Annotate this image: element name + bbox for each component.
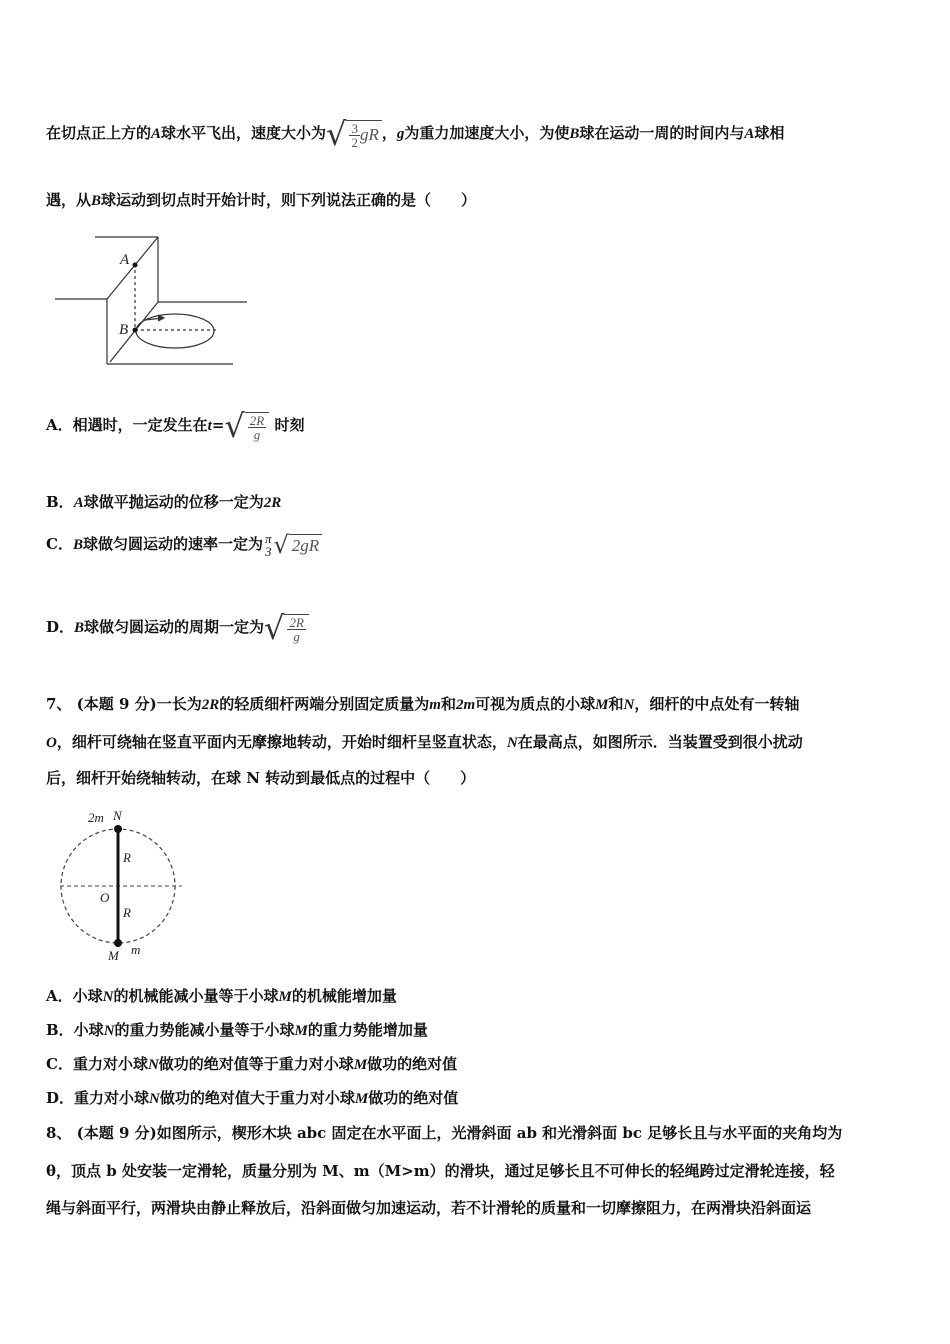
option-text: 时刻 bbox=[274, 416, 305, 434]
option-text: B．小球 bbox=[46, 1021, 104, 1039]
g-symbol: g bbox=[396, 126, 405, 142]
q7-text: 和 bbox=[608, 695, 624, 713]
ball-label: B bbox=[74, 620, 85, 636]
q8-text: 8、 (本题 9 分)如图所示，楔形木块 abc 固定在水平面上，光滑斜面 ab 和光滑斜面 bc 足够长且与水平面的夹角均为 bbox=[46, 1124, 843, 1142]
q7-option-b bbox=[46, 1019, 428, 1040]
ball-n: N bbox=[102, 989, 114, 1005]
q7-line-3 bbox=[46, 767, 475, 788]
speed-formula: √ $\frac{3}{2}$ gR bbox=[326, 118, 382, 150]
q7-option-d bbox=[46, 1087, 458, 1108]
intro-text: 在切点正上方的 bbox=[46, 124, 152, 142]
option-a-formula: √ $\frac{2R}{g}$ bbox=[224, 410, 269, 442]
q7-option-c bbox=[46, 1053, 457, 1074]
option-text: 球做平抛运动的位移一定为 bbox=[83, 493, 264, 511]
intro-text: 球相 bbox=[754, 124, 785, 142]
diagonal-top bbox=[107, 237, 158, 299]
ball-m: M bbox=[294, 1023, 308, 1039]
intro-text: 球在运动一周的时间内与 bbox=[579, 124, 745, 142]
option-c-root: √ 2gR bbox=[274, 533, 323, 557]
q8-line-3 bbox=[46, 1197, 811, 1218]
axis-o: O bbox=[46, 735, 57, 751]
q7-text: ，细杆可绕轴在竖直平面内无摩擦地转动，开始时细杆呈竖直状态， bbox=[56, 733, 507, 751]
option-text: D．重力对小球 bbox=[46, 1089, 150, 1107]
option-text: 的重力势能减小量等于小球 bbox=[114, 1021, 295, 1039]
q7-text: 的轻质细杆两端分别固定质量为 bbox=[219, 695, 430, 713]
equals: = bbox=[211, 416, 225, 434]
q8-text: 绳与斜面平行，两滑块由静止释放后，沿斜面做匀加速运动，若不计滑轮的质量和一切摩擦阻力，在两滑块沿斜面运 bbox=[46, 1199, 812, 1217]
speed-gr: gR bbox=[359, 125, 379, 144]
q8-line-1 bbox=[46, 1122, 842, 1143]
q7-text: 7、 (本题 9 分)一长为 bbox=[46, 695, 202, 713]
label-b: B bbox=[119, 322, 129, 338]
q6-option-a bbox=[46, 407, 305, 445]
option-d-denominator: g bbox=[293, 628, 300, 644]
label-m-upper: M bbox=[108, 948, 119, 963]
option-text: 做功的绝对值 bbox=[367, 1055, 458, 1073]
q7-option-a bbox=[46, 985, 397, 1006]
label-r-lower: R bbox=[123, 905, 131, 920]
mass-2m: 2m bbox=[455, 697, 476, 713]
q7-text: 和 bbox=[440, 695, 456, 713]
option-text: 的机械能减小量等于小球 bbox=[113, 987, 279, 1005]
option-label: D． bbox=[46, 618, 75, 636]
arrow-head-icon bbox=[158, 315, 164, 321]
intro-line-1: 在切点正上方的A球水平飞出，速度大小为 √ $\frac{3}{2}$ gR ，g为重力加速度大小，为使B球在运动一周的时间内与A球相 bbox=[46, 115, 785, 153]
option-text: 的重力势能增加量 bbox=[307, 1021, 428, 1039]
label-o: O bbox=[100, 890, 110, 905]
ball-a-label: A bbox=[744, 126, 755, 142]
q7-line-2 bbox=[46, 731, 803, 752]
speed-denominator: 2 bbox=[351, 134, 358, 150]
intro-line-2 bbox=[46, 189, 476, 210]
rod-length: 2R bbox=[201, 697, 220, 713]
mass-m: m bbox=[429, 697, 441, 713]
ball-n: N bbox=[506, 735, 518, 751]
q7-text: 可视为质点的小球 bbox=[475, 695, 596, 713]
q6-option-b bbox=[46, 491, 281, 512]
option-label: B． bbox=[46, 493, 74, 511]
ball-m: M bbox=[595, 697, 609, 713]
ball-n-dot bbox=[114, 825, 122, 833]
option-a-denominator: g bbox=[253, 426, 261, 442]
q6-option-c bbox=[46, 532, 322, 558]
ball-a bbox=[133, 263, 138, 268]
figure-rod-circle bbox=[56, 806, 186, 966]
ball-n: N bbox=[147, 1057, 159, 1073]
ball-b-label: B bbox=[569, 126, 580, 142]
intro-text: 为重力加速度大小，为使 bbox=[404, 124, 570, 142]
q6-option-d bbox=[46, 609, 309, 647]
option-label: C． bbox=[46, 535, 73, 553]
label-n: N bbox=[113, 808, 122, 823]
t-symbol: t bbox=[207, 418, 212, 434]
option-d-formula: √ $\frac{2R}{g}$ bbox=[264, 612, 309, 644]
label-a: A bbox=[120, 252, 130, 268]
label-2m: 2m bbox=[88, 810, 104, 825]
ball-b bbox=[133, 328, 138, 333]
option-a-numerator: 2R bbox=[249, 412, 265, 428]
label-r-upper: R bbox=[123, 850, 131, 865]
q7-text: ，细杆的中点处有一转轴 bbox=[634, 695, 800, 713]
q7-text: 在最高点，如图所示．当装置受到很小扰动 bbox=[517, 733, 803, 751]
option-text: C．重力对小球 bbox=[46, 1055, 148, 1073]
option-text: A．相遇时，一定发生在 bbox=[46, 416, 208, 434]
ball-n: N bbox=[623, 697, 635, 713]
option-text: 做功的绝对值大于重力对小球 bbox=[159, 1089, 355, 1107]
q8-line-2 bbox=[46, 1160, 835, 1181]
option-c-denominator: 3 bbox=[264, 544, 272, 559]
option-text: 球做匀圆运动的速率一定为 bbox=[82, 535, 263, 553]
ball-label: B bbox=[72, 537, 83, 553]
ball-m-dot bbox=[114, 939, 122, 947]
label-m-lower: m bbox=[131, 942, 141, 957]
intro-text: 球运动到切点时开始计时，则下列说法正确的是（ ） bbox=[101, 191, 477, 209]
option-text: A．小球 bbox=[46, 987, 103, 1005]
q8-text: θ，顶点 b 处安装一定滑轮，质量分别为 M、m（M>m）的滑块，通过足够长且不可伸长的轻绳跨过定滑轮连接，轻 bbox=[46, 1162, 835, 1180]
displacement-value: 2R bbox=[263, 495, 282, 511]
ball-label: A bbox=[73, 495, 84, 511]
q7-text: 后，细杆开始绕轴转动，在球 N 转动到最低点的过程中（ ） bbox=[46, 769, 476, 787]
option-text: 做功的绝对值等于重力对小球 bbox=[158, 1055, 354, 1073]
option-text: 的机械能增加量 bbox=[291, 987, 397, 1005]
intro-text: 球水平飞出，速度大小为 bbox=[161, 124, 327, 142]
ball-b-label: B bbox=[91, 193, 102, 209]
option-text: 做功的绝对值 bbox=[368, 1089, 459, 1107]
figure-projectile-circle bbox=[55, 234, 250, 370]
ball-m: M bbox=[278, 989, 292, 1005]
ball-m: M bbox=[354, 1091, 369, 1107]
option-d-numerator: 2R bbox=[289, 614, 304, 630]
ball-a-label: A bbox=[151, 126, 162, 142]
ball-n: N bbox=[103, 1023, 115, 1039]
ball-n: N bbox=[149, 1091, 160, 1107]
option-c-root-content: 2gR bbox=[289, 534, 322, 556]
q7-line-1 bbox=[46, 693, 799, 714]
speed-numerator: 3 bbox=[351, 120, 358, 136]
ball-m: M bbox=[353, 1057, 368, 1073]
option-c-numerator: π bbox=[264, 531, 272, 546]
option-text: 球做匀圆运动的周期一定为 bbox=[84, 618, 265, 636]
intro-text: 遇，从 bbox=[46, 191, 92, 209]
